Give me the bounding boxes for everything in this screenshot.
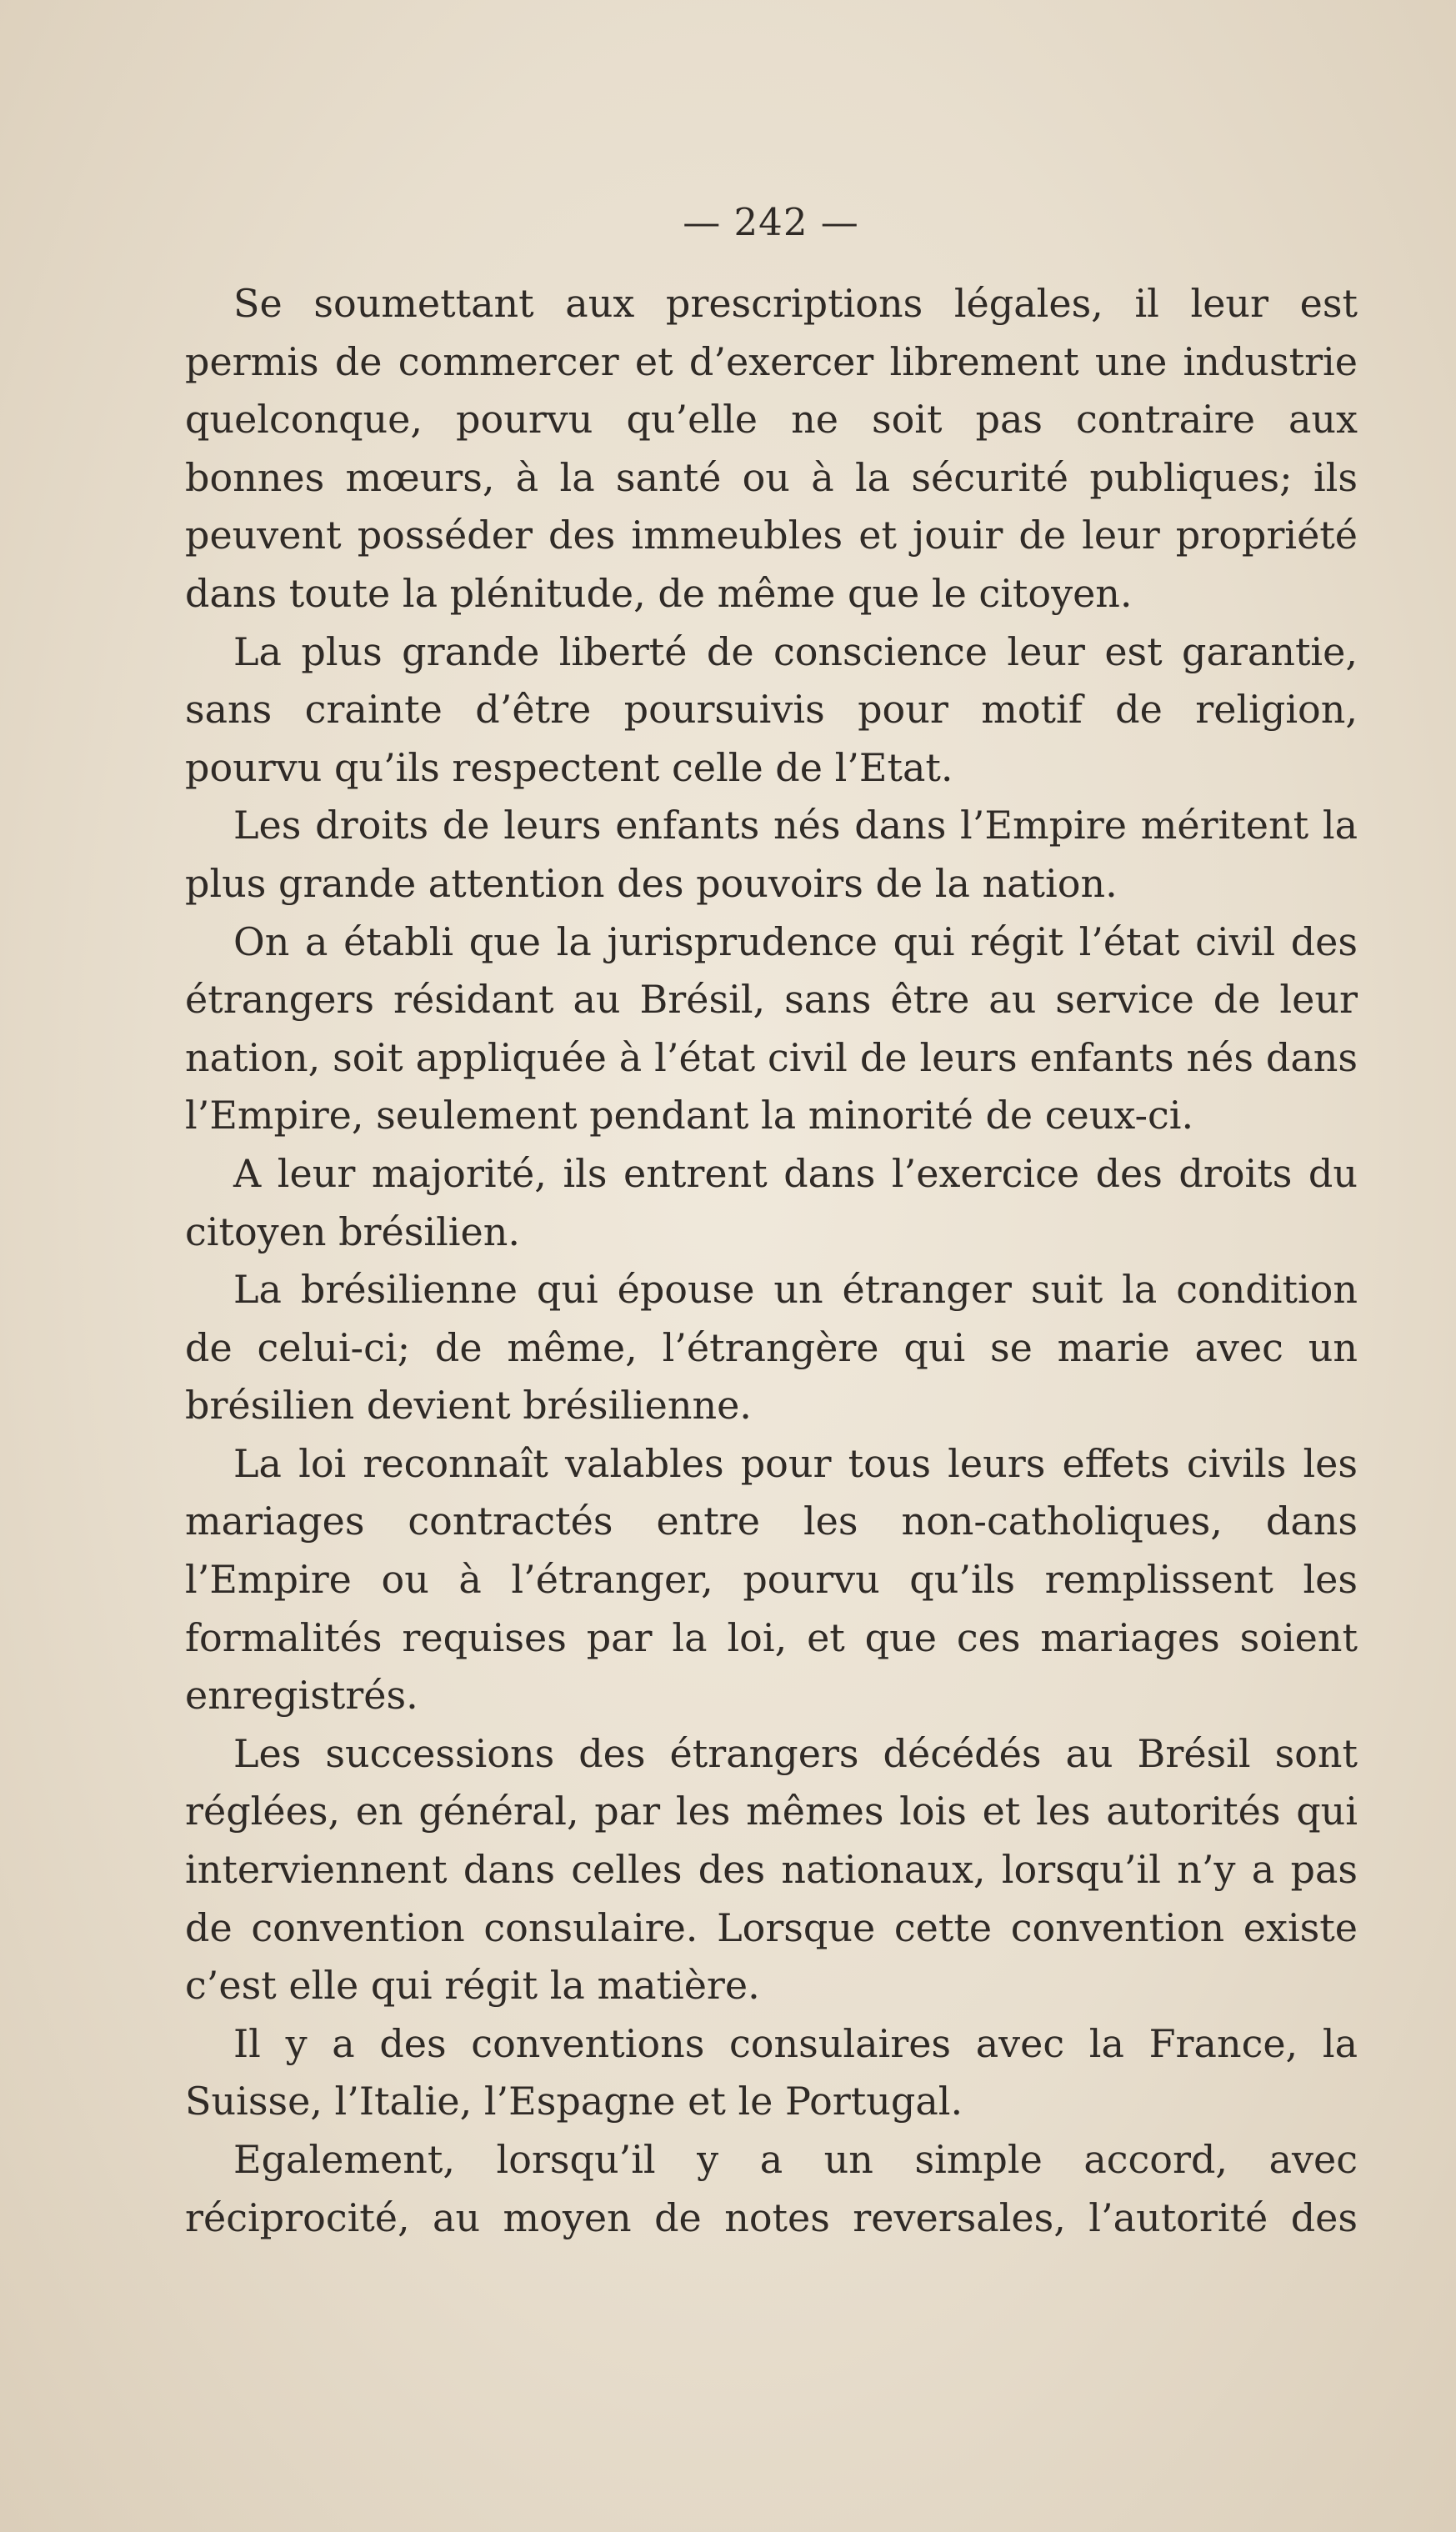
body-text bbox=[185, 275, 1358, 2247]
paragraph-9: Il y a des conventions consulaires avec la France, la Suisse, l’Italie, l’Espagne et le Portugal. bbox=[185, 2020, 1358, 2124]
paragraph-6: La brésilienne qui épouse un étranger suit la condition de celui-ci; de même, l’étrangère qui se marie avec un brésilien devient brésilienne. bbox=[185, 1267, 1358, 1429]
paragraph-10: Egalement, lorsqu’il y a un simple accord, avec réciprocité, au moyen de notes reversales, l’autorité des bbox=[185, 2137, 1358, 2240]
paragraph-7: La loi reconnaît valables pour tous leurs effets civils les mariages contractés entre les non-catholiques, dans l’Empire ou à l’étranger, pourvu qu’ils remplissent les formalités requises par la loi, et que ces mariages soient enregistrés. bbox=[185, 1440, 1358, 1719]
paragraph-2: La plus grande liberté de conscience leur est garantie, sans crainte d’être poursuivis pour motif de religion, pourvu qu’ils respectent celle de l’Etat. bbox=[185, 628, 1358, 790]
page-number: — 242 — bbox=[683, 200, 859, 244]
paragraph-4: On a établi que la jurisprudence qui régit l’état civil des étrangers résidant au Brésil, sans être au service de leur nation, soit appliquée à l’état civil de leurs enfants nés dans l’Empire, seulement pendant la minorité de ceux-ci. bbox=[185, 918, 1358, 1138]
paragraph-1: Se soumettant aux prescriptions légales, il leur est permis de commercer et d’exercer librement une industrie quelconque, pourvu qu’elle ne soit pas contraire aux bonnes mœurs, à la santé ou à la sécurité publiques; ils peuvent posséder des immeubles et jouir de leur propriété dans toute la plénitude, de même que le citoyen. bbox=[185, 281, 1358, 616]
paragraph-3: Les droits de leurs enfants nés dans l’Empire méritent la plus grande attention des pouvoirs de la nation. bbox=[185, 803, 1358, 906]
paragraph-8: Les successions des étrangers décédés au Brésil sont réglées, en général, par les mêmes lois et les autorités qui interviennent dans celles des nationaux, lorsqu’il n’y a pas de convention consulaire. Lorsque cette convention existe c’est elle qui régit la matière. bbox=[185, 1730, 1358, 2009]
paragraph-5: A leur majorité, ils entrent dans l’exercice des droits du citoyen brésilien. bbox=[185, 1150, 1358, 1254]
